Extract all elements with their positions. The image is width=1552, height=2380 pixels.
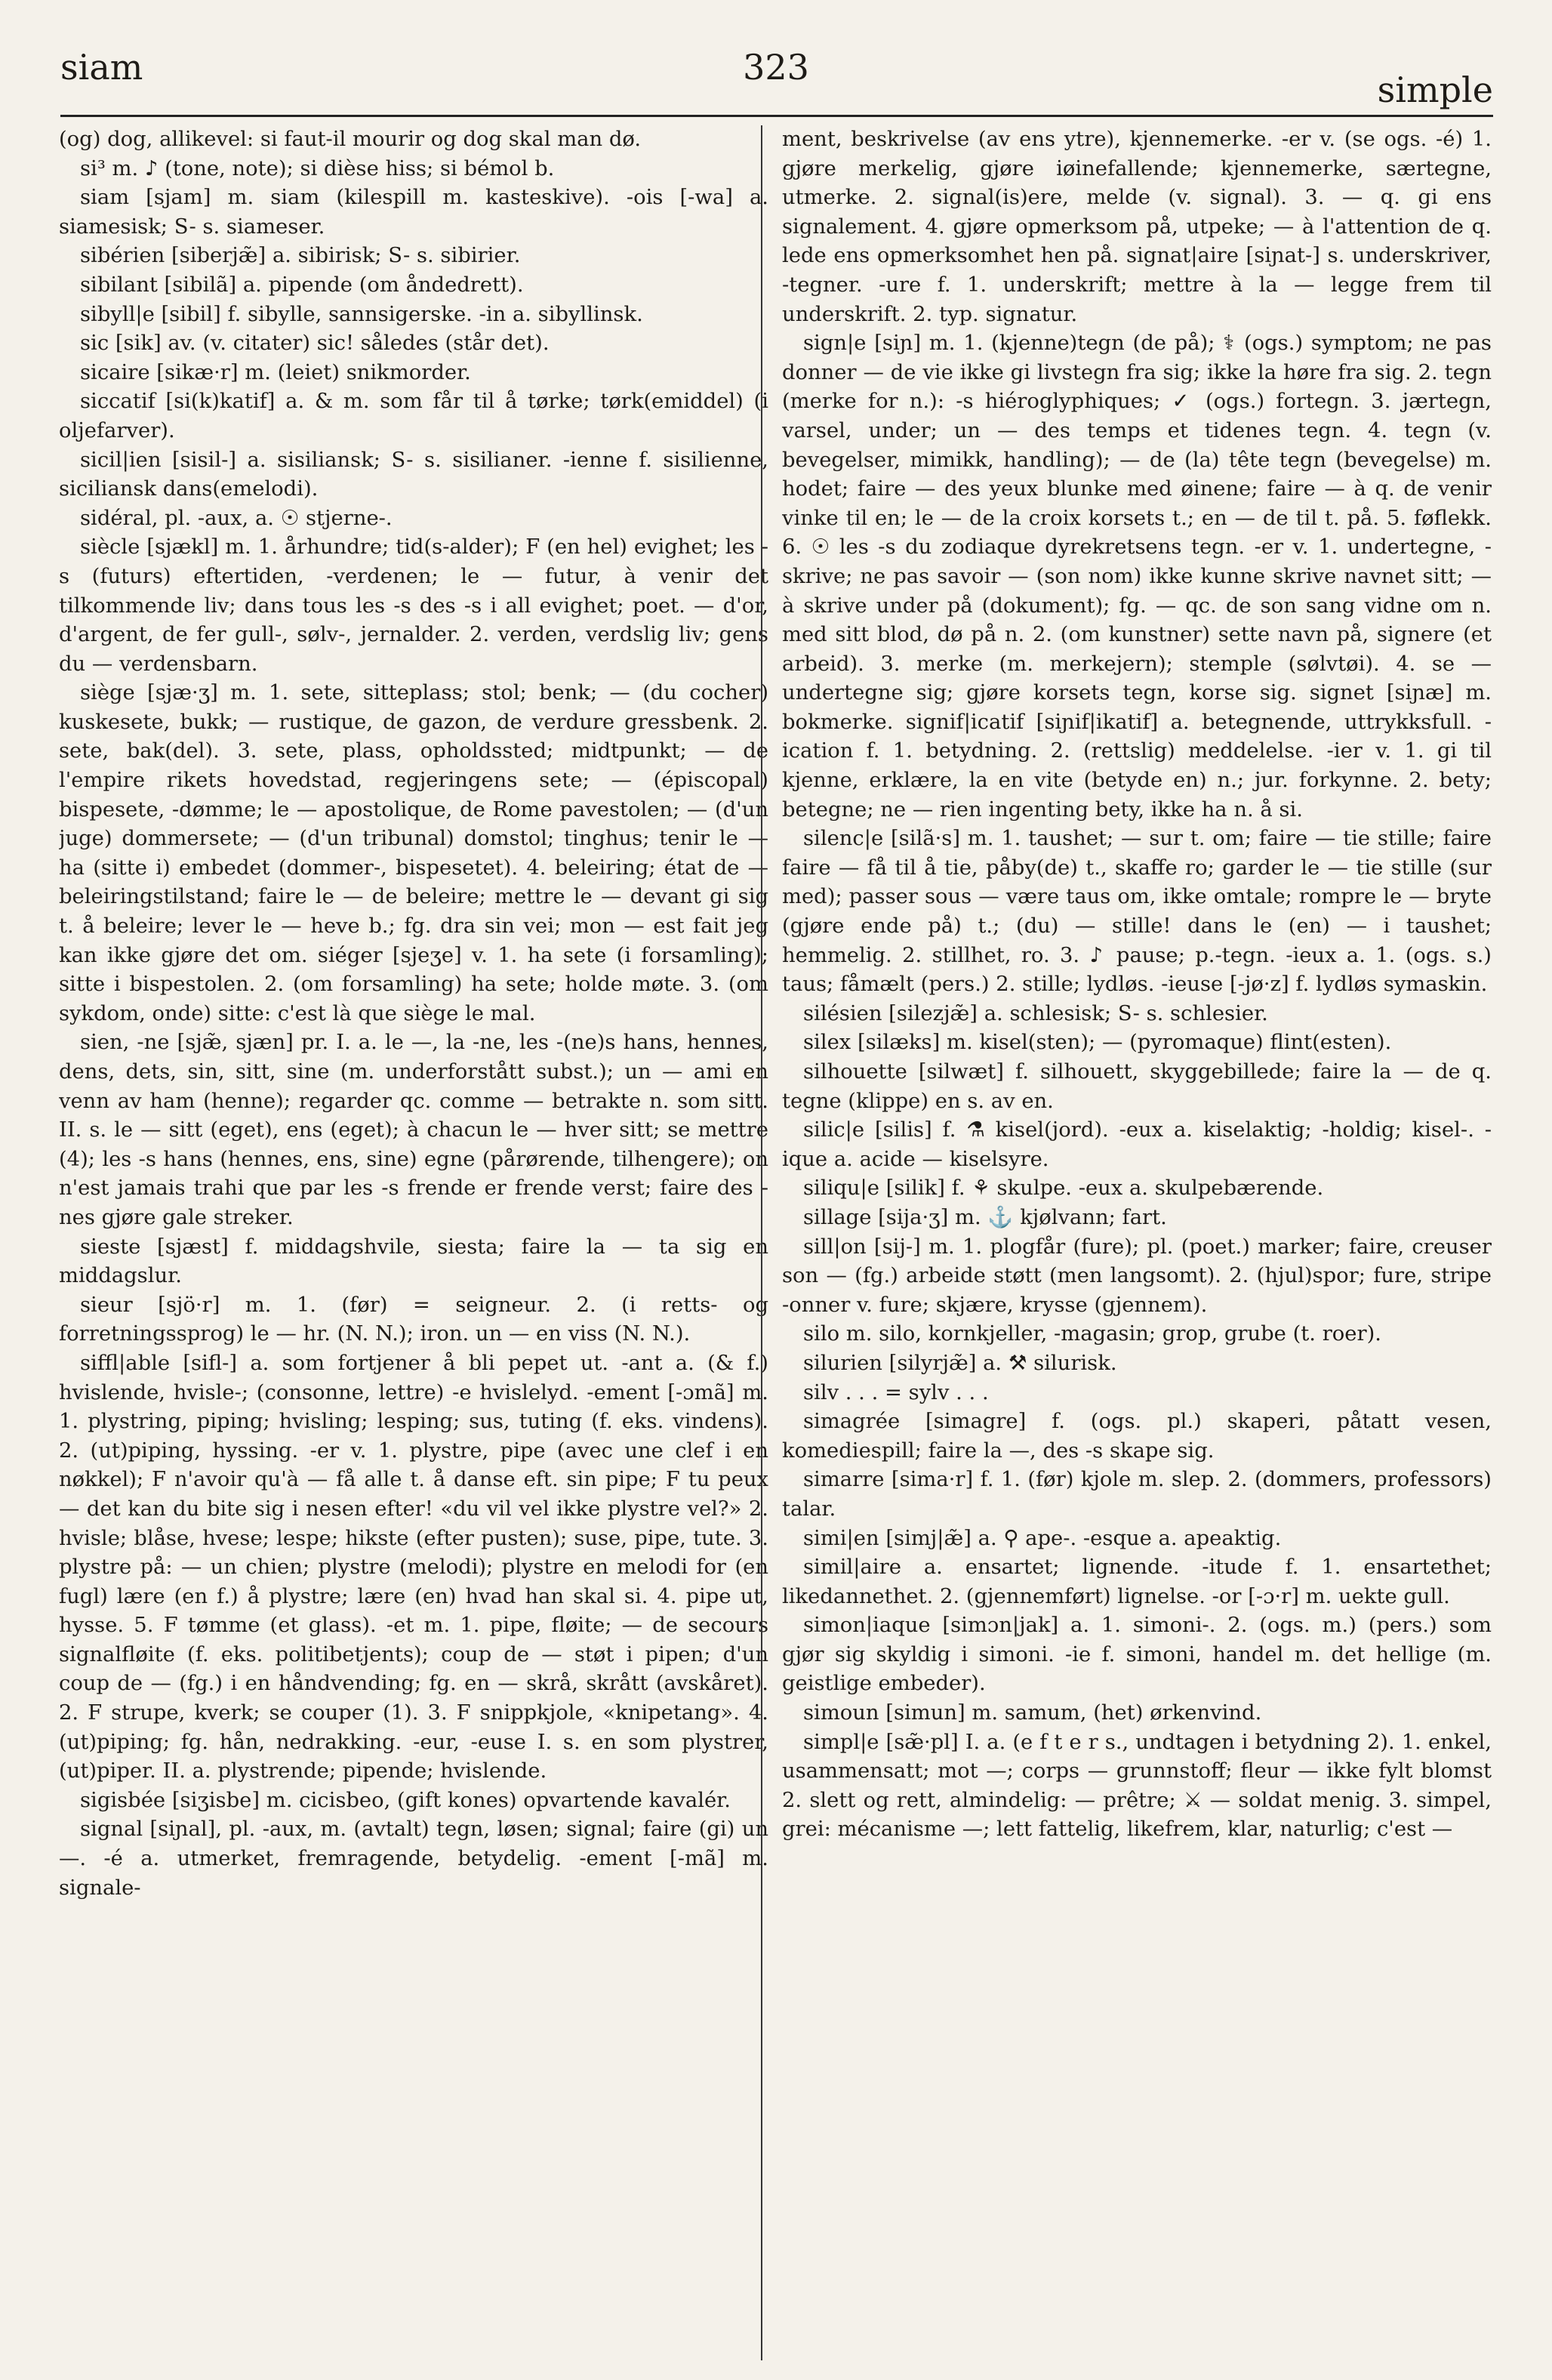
header-rule xyxy=(60,115,1493,117)
dictionary-entry: silhouette [silwæt] f. silhouett, skyggebillede; faire la — de q. tegne (klippe) en s. av en. xyxy=(782,1060,1492,1113)
left-running-headword: siam xyxy=(60,47,143,88)
dictionary-entry: sieur [sjö·r] m. 1. (før) = seigneur. 2. (i retts- og forretningssprog) le — hr. (N. N.); iron. un — en viss (N. N.). xyxy=(59,1293,768,1346)
dictionary-entry: silic|e [silis] f. ⚗ kisel(jord). -eux a. kiselaktig; -holdig; kisel-. -ique a. acide — kiselsyre. xyxy=(782,1118,1492,1171)
dictionary-entry: si³ m. ♪ (tone, note); si dièse hiss; si bémol b. xyxy=(80,156,555,180)
dictionary-entry: simpl|e [sæ̃·pl] I. a. (e f t e r s., undtagen i betydning 2). 1. enkel, usammensatt; mot —; corps — grunnstoff; fleur — ikke fylt blomst 2. slett og rett, almindelig: — prêtre; ⚔ — soldat menig. 3. simpel, grei: mécanisme —; lett fattelig, likefrem, klar, naturlig; c'est — xyxy=(782,1730,1492,1842)
dictionary-entry: simon|iaque [simɔn|jak] a. 1. simoni-. 2. (ogs. m.) (pers.) som gjør sig skyldig i simoni. -ie f. simoni, handel m. det hellige (m. geistlige embeder). xyxy=(782,1614,1492,1696)
dictionary-entry: silésien [silezjæ̃] a. schlesisk; S- s. schlesier. xyxy=(803,1001,1268,1025)
dictionary-entry: ment, beskrivelse (av ens ytre), kjennemerke. -er v. (se ogs. -é) 1. gjøre merkelig, gjøre iøinefallende; kjennemerke, særtegne, utmerke. 2. signal(is)ere, melde (v. signal). 3. — q. gi ens signalement. 4. gjøre opmerksom på, utpeke; — à l'attention de q. lede ens opmerksomhet hen på. signat|aire [siɲat-] s. underskriver, -tegner. -ure f. 1. underskrift; mettre à la — legge frem til underskrift. 2. typ. signatur. xyxy=(782,128,1492,326)
dictionary-entry: sien, -ne [sjæ̃, sjæn] pr. I. a. le —, la -ne, les -(ne)s hans, hennes, dens, dets, sin, sitt, sine (m. underforstått subst.); un — ami en venn av ham (henne); regarder qc. comme — betrakte n. som sitt. II. s. le — sitt (eget), ens (eget); à chacun le — hver sitt; se mettre (4); les -s hans (hennes, ens, sine) egne (pårørende, tilhengere); on n'est jamais trahi que par les -s frende er frende verst; faire des -nes gjøre gale streker. xyxy=(59,1031,768,1229)
left-column xyxy=(59,125,768,2360)
dictionary-entry: silo m. silo, kornkjeller, -magasin; grop, grube (t. roer). xyxy=(803,1322,1381,1346)
dictionary-entry: siccatif [si(k)katif] a. & m. som får til å tørke; tørk(emiddel) (i oljefarver). xyxy=(59,390,768,442)
dictionary-entry: siam [sjam] m. siam (kilespill m. kasteskive). -ois [-wa] a. siamesisk; S- s. siameser. xyxy=(59,186,768,239)
dictionary-entry: simi|en [simj|æ̃] a. ⚲ ape-. -esque a. apeaktig. xyxy=(803,1526,1282,1550)
dictionary-entry: sieste [sjæst] f. middagshvile, siesta; faire la — ta sig en middagslur. xyxy=(59,1235,768,1288)
dictionary-entry: silurien [silyrjæ̃] a. ⚒ silurisk. xyxy=(803,1351,1117,1375)
page-header xyxy=(0,0,1552,113)
dictionary-entry: silv . . . = sylv . . . xyxy=(803,1380,989,1404)
dictionary-entry: sibilant [sibilã] a. pipende (om åndedrett). xyxy=(80,273,524,297)
dictionary-entry: sill|on [sij-] m. 1. plogfår (fure); pl. (poet.) marker; faire, creuser son — (fg.) arbeide støtt (men langsomt). 2. (hjul)spor; fure, stripe -onner v. fure; skjære, krysse (gjennem). xyxy=(782,1235,1492,1317)
dictionary-entry: silenc|e [silã·s] m. 1. taushet; — sur t. om; faire — tie stille; faire faire — få til å tie, påby(de) t., skaffe ro; garder le — tie stille (sur med); passer sous — være taus om, ikke omtale; rompre le — bryte (gjøre ende på) t.; (du) — stille! dans le (en) — i taushet; hemmelig. 2. stillhet, ro. 3. ♪ pause; p.-tegn. -ieux a. 1. (ogs. s.) taus; fåmælt (pers.) 2. stille; lydløs. -ieuse [-jø·z] f. lydløs symaskin. xyxy=(782,827,1492,997)
dictionary-entry: simoun [simun] m. samum, (het) ørkenvind. xyxy=(803,1701,1262,1725)
dictionary-entry: (og) dog, allikevel: si faut-il mourir og dog skal man dø. xyxy=(59,128,642,151)
dictionary-entry: silex [silæks] m. kisel(sten); — (pyromaque) flint(esten). xyxy=(803,1031,1392,1055)
dictionary-entry: simarre [sima·r] f. 1. (før) kjole m. slep. 2. (dommers, professors) talar. xyxy=(782,1468,1492,1521)
dictionary-entry: sigisbée [siʒisbe] m. cicisbeo, (gift kones) opvartende kavalér. xyxy=(80,1788,731,1812)
right-running-headword: simple xyxy=(1377,69,1493,110)
dictionary-entry: sibyll|e [sibil] f. sibylle, sannsigerske. -in a. sibyllinsk. xyxy=(80,302,643,326)
dictionary-entry: sic [sik] av. (v. citater) sic! således (står det). xyxy=(80,331,550,356)
dictionary-entry: sidéral, pl. -aux, a. ☉ stjerne-. xyxy=(80,506,393,530)
dictionary-entry: signal [siɲal], pl. -aux, m. (avtalt) tegn, løsen; signal; faire (gi) un —. -é a. utmerket, fremragende, betydelig. -ement [-mã] m. signale- xyxy=(59,1817,768,1900)
dictionary-entry: siliqu|e [silik] f. ⚘ skulpe. -eux a. skulpebærende. xyxy=(803,1176,1324,1201)
right-column xyxy=(782,125,1492,2360)
dictionary-entry: sign|e [siɲ] m. 1. (kjenne)tegn (de på); ⚕ (ogs.) symptom; ne pas donner — de vie ikke gi livstegn fra sig; ikke la høre fra sig. 2. tegn (merke for n.): -s hiéroglyphiques; ✓ (ogs.) fortegn. 3. jærtegn, varsel, under; un — des temps et tidenes tegn. 4. tegn (v. bevegelser, mimikk, handling); — de (la) tête tegn (bevegelse) m. hodet; faire — des yeux blunke med øinene; faire — à q. de venir vinke til en; le — de la croix korsets t.; en — de til t. på. 5. føflekk. 6. ☉ les -s du zodiaque dyrekretsens tegn. -er v. 1. undertegne, -skrive; ne pas savoir — (son nom) ikke kunne skrive navnet sitt; — à skrive under på (dokument); fg. — qc. de son sang vidne om n. med sitt blod, dø på n. 2. (om kunstner) sette navn på, signere (et arbeid). 3. merke (m. merkejern); stemple (sølvtøi). 4. se — undertegne sig; gjøre korsets tegn, korse sig. signet [siɲæ] m. bokmerke. signif|icatif [siɲif|ikatif] a. betegnende, uttrykksfull. -ication f. 1. betydning. 2. (rettslig) meddelelse. -ier v. 1. gi til kjenne, erklære, la en vite (betyde en) n.; jur. forkynne. 2. bety; betegne; ne — rien ingenting bety, ikke ha n. å si. xyxy=(782,331,1492,822)
dictionary-entry: sillage [sija·ʒ] m. ⚓ kjølvann; fart. xyxy=(803,1205,1167,1229)
column-divider xyxy=(761,125,762,2360)
dictionary-entry: simil|aire a. ensartet; lignende. -itude f. 1. ensartethet; likedannethet. 2. (gjennemført) lignelse. -or [-ɔ·r] m. uekte gull. xyxy=(782,1555,1492,1608)
dictionary-entry: sibérien [siberjæ̃] a. sibirisk; S- s. sibirier. xyxy=(80,244,521,268)
page-number: 323 xyxy=(743,47,809,88)
dictionary-entry: sicaire [sikæ·r] m. (leiet) snikmorder. xyxy=(80,360,471,384)
dictionary-entry: siffl|able [sifl-] a. som fortjener å bli pepet ut. -ant a. (& f.) hvislende, hvisle-; (consonne, lettre) -e hvislelyd. -ement [-ɔmã] m. 1. plystring, piping; hvisling; lesping; sus, tuting (f. eks. vindens). 2. (ut)piping, hyssing. -er v. 1. plystre, pipe (avec une clef i en nøkkel); F n'avoir qu'à — få alle t. å danse eft. sin pipe; F tu peux — det kan du bite sig i nesen efter! «du vil vel ikke plystre vel?» 2. hvisle; blåse, hvese; lespe; hikste (efter pusten); suse, pipe, tute. 3. plystre på: — un chien; plystre (melodi); plystre en melodi for (en fugl) lære (en f.) å plystre; lære (en) hvad han skal si. 4. pipe ut, hysse. 5. F tømme (et glass). -et m. 1. pipe, fløite; — de secours signalfløite (f. eks. politibetjents); coup de — støt i pipen; d'un coup de — (fg.) i en håndvending; fg. en — skrå, skrått (avskåret). 2. F strupe, kverk; se couper (1). 3. F snippkjole, «knipetang». 4. (ut)piping; fg. hån, nedrakking. -eur, -euse I. s. en som plystrer, (ut)piper. II. a. plystrende; pipende; hvislende. xyxy=(59,1351,768,1783)
dictionary-entry: siège [sjæ·ʒ] m. 1. sete, sitteplass; stol; benk; — (du cocher) kuskesete, bukk; — rustique, de gazon, de verdure gressbenk. 2. sete, bak(del). 3. sete, plass, opholdssted; midtpunkt; — de l'empire rikets hovedstad, regjeringens sete; — (épiscopal) bispesete, -dømme; le — apostolique, de Rome pavestolen; — (d'un juge) dommersete; — (d'un tribunal) domstol; tinghus; tenir le — ha (sitte i) embedet (dommer-, bispesetet). 4. beleiring; état de — beleiringstilstand; faire le — de beleire; mettre le — devant gi sig t. å beleire; lever le — heve b.; fg. dra sin vei; mon — est fait jeg kan ikke gjøre det om. siéger [sjeʒe] v. 1. ha sete (i forsamling); sitte i bispestolen. 2. (om forsamling) ha sete; holde møte. 3. (om sykdom, onde) sitte: c'est là que siège le mal. xyxy=(59,681,768,1025)
dictionary-entry: simagrée [simagre] f. (ogs. pl.) skaperi, påtatt vesen, komediespill; faire la —, des -s skape sig. xyxy=(782,1410,1492,1463)
dictionary-entry: sicil|ien [sisil-] a. sisiliansk; S- s. sisilianer. -ienne f. sisilienne, siciliansk dans(emelodi). xyxy=(59,448,768,501)
dictionary-entry: siècle [sjækl] m. 1. århundre; tid(s-alder); F (en hel) evighet; les -s (futurs) eftertiden, -verdenen; le — futur, à venir det tilkommende liv; dans tous les -s des -s i all evighet; poet. — d'or, d'argent, de fer gull-, sølv-, jernalder. 2. verden, verdslig liv; gens du — verdensbarn. xyxy=(59,535,768,676)
